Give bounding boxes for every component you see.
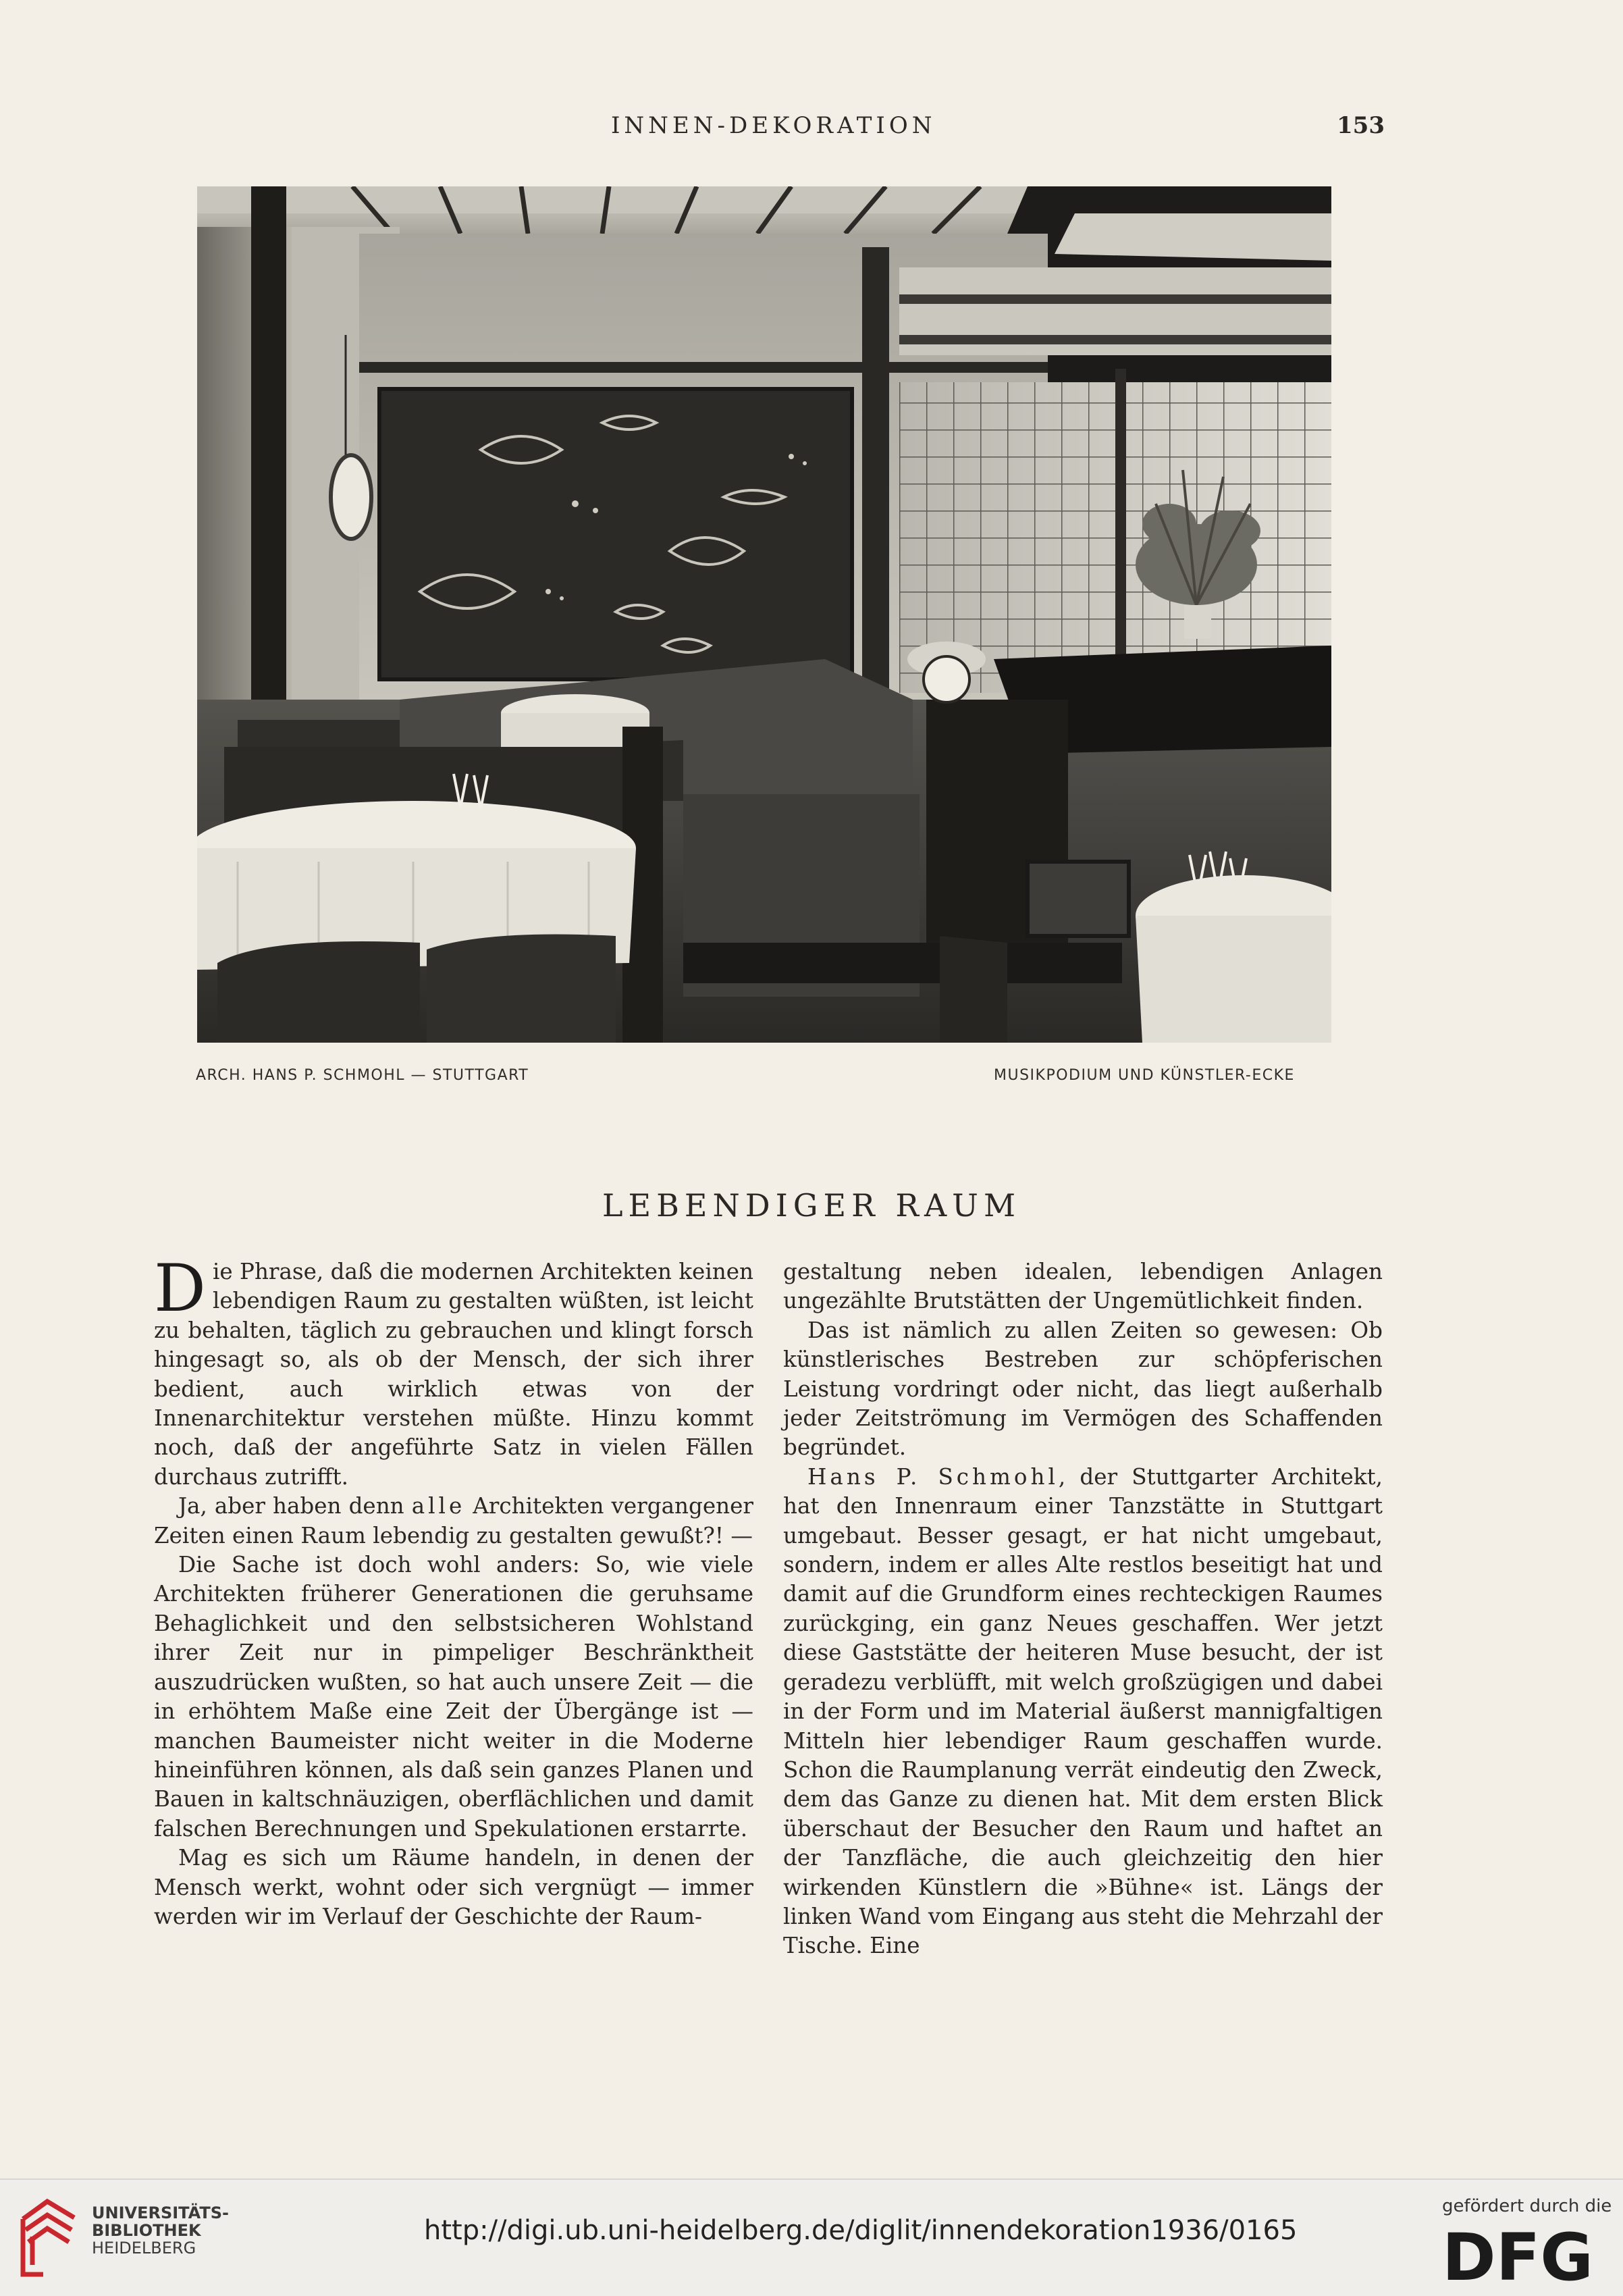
paragraph-text: Ja, aber haben denn — [178, 1493, 412, 1519]
footer-bar — [0, 2178, 1623, 2296]
paragraph-text: , der Stuttgarter Architekt, hat den Innenraum einer Tanzstätte in Stuttgart umgebaut. Besser gesagt, er hat nicht umgebaut, sondern, indem er alles Alte restlos beseitigt hat und damit auf die Grundform eines rechteckigen Raumes zurückging, ein ganz Neues geschaffen. Wer jetzt diese Gaststätte der heiteren Muse besucht, der ist geradezu verblüfft, mit welch großzügigen und dabei in der Form und im Material äußerst mannigfaltigen Mitteln hier lebendiger Raum geschaffen wurde. Schon die Raumplanung verrät eindeutig den Zweck, dem das Ganze zu dienen hat. Mit dem ersten Blick überschaut der Besucher den Raum und haftet an der Tanzfläche, die auch gleichzeitig den hier wirkenden Künstlern die »Bühne« ist. Längs der linken Wand vom Eingang aus steht die Mehrzahl der Tische. Eine — [783, 1463, 1383, 1959]
library-logo-icon — [16, 2195, 81, 2281]
paragraph: Mag es sich um Räume handeln, in denen der Mensch werkt, wohnt oder sich vergnügt — immer werden wir im Verlauf der Geschichte der Raum- — [154, 1845, 753, 1929]
photo-credit: ARCH. HANS P. SCHMOHL — STUTTGART — [196, 1067, 529, 1084]
paragraph: gestaltung neben idealen, lebendigen Anlagen ungezählte Brutstätten der Ungemütlichkeit finden. — [783, 1259, 1383, 1314]
drop-cap: D — [154, 1251, 206, 1326]
paragraph: Das ist nämlich zu allen Zeiten so gewesen: Ob künstlerisches Bestreben zur schöpferischen Leistung vordringt oder nicht, das liegt außerhalb jeder Zeitströmung im Vermögen des Schaffenden begründet. — [783, 1317, 1383, 1461]
source-url-link[interactable]: http://digi.ub.uni-heidelberg.de/diglit/innendekoration1936/0165 — [424, 2215, 1298, 2246]
library-name-line: UNIVERSITÄTS- — [92, 2203, 230, 2222]
text-column-right — [783, 1257, 1383, 1961]
dfg-logo-icon — [1442, 2226, 1601, 2287]
library-name-line: HEIDELBERG — [92, 2239, 196, 2258]
library-name-line: BIBLIOTHEK — [92, 2221, 201, 2240]
library-name — [92, 2204, 229, 2257]
text-column-left — [154, 1251, 753, 1931]
emphasis-text: alle — [411, 1493, 466, 1519]
article-title: LEBENDIGER RAUM — [602, 1187, 1021, 1224]
dfg-logo-text: DFG — [1442, 2226, 1594, 2287]
paragraph: Die Sache ist doch wohl anders: So, wie viele Architekten früherer Generationen die geruhsame Behaglichkeit und den selbstsicheren Wohlstand ihrer Zeit nur in pimpeliger Beschränktheit auszudrücken wußten, so hat auch unsere Zeit — die in erhöhtem Maße eine Zeit der Übergänge ist — manchen Baumeister nicht weiter in die Moderne hineinführen können, als daß sein ganzes Planen und Bauen in kaltschnäuzigen, oberflächlichen und damit falschen Berechnungen und Spekulationen erstarrte. — [154, 1552, 753, 1842]
emphasis-text: Hans P. Schmohl — [807, 1463, 1059, 1490]
paragraph-text: Architekten vergangener Zeiten einen Raum lebendig zu gestalten gewußt?! — — [154, 1493, 753, 1548]
funder-text: gefördert durch die — [1442, 2196, 1612, 2216]
running-head — [0, 112, 1623, 153]
paragraph-text: ie Phrase, daß die modernen Architekten keinen lebendigen Raum zu gestalten wüßten, ist leicht zu behalten, täglich zu gebrauchen und klingt forsch hingesagt so, als ob der Mensch, der sich ihrer bedient, auch wirklich etwas von der Innenarchitektur verstehen müßte. Hinzu kommt noch, daß der angeführte Satz in vielen Fällen durchaus zutrifft. — [154, 1259, 753, 1490]
interior-photograph — [197, 186, 1331, 1043]
running-title: INNEN-DEKORATION — [611, 112, 936, 139]
paragraph — [154, 1251, 753, 1492]
paragraph — [154, 1492, 753, 1550]
page-number: 153 — [1337, 112, 1385, 139]
photo-caption: MUSIKPODIUM UND KÜNSTLER-ECKE — [994, 1067, 1295, 1084]
paragraph — [783, 1463, 1383, 1961]
